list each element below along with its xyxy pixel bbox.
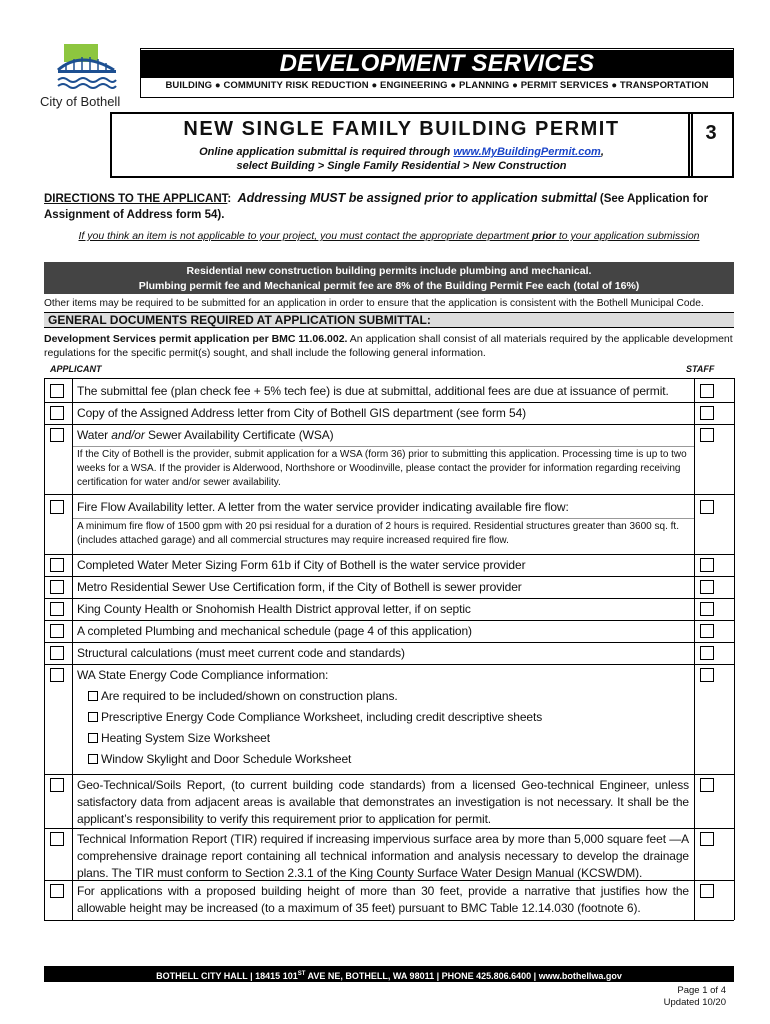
logo-text: City of Bothell: [40, 94, 121, 109]
column-rule: [72, 378, 73, 920]
staff-checkbox[interactable]: [700, 646, 714, 660]
staff-checkbox[interactable]: [700, 580, 714, 594]
checklist-item-text: Copy of the Assigned Address letter from City of Bothell GIS department (see form 54): [77, 406, 527, 420]
checklist-item-text: For applications with a proposed building height of more than 30 feet, provide a narrative that justifies how the allowable height may be increased (to a maximum of 35 feet) pursuant to BMC Table 12.14.030 (footnote 6).: [77, 884, 689, 915]
checklist-item-text: King County Health or Snohomish Health District approval letter, if on septic: [77, 602, 471, 616]
applicability-note: If you think an item is not applicable to your project, you must contact the appropriate department prior to your application submission: [78, 230, 700, 242]
applicant-checkbox[interactable]: [50, 668, 64, 682]
staff-checkbox[interactable]: [700, 500, 714, 514]
checklist-item-text: The submittal fee (plan check fee + 5% tech fee) is due at submittal, additional fees are due at issuance of permit.: [77, 384, 669, 398]
checklist-item-text: Completed Water Meter Sizing Form 61b if City of Bothell is the water service provider: [77, 558, 526, 572]
row-divider: [44, 576, 734, 577]
energy-subitem: Window Skylight and Door Schedule Worksheet: [88, 751, 351, 768]
other-items-note: Other items may be required to be submitted for an application in order to ensure that the application is consistent with the Bothell Municipal Code.: [44, 298, 704, 309]
row-divider: [44, 664, 734, 665]
applicant-checkbox[interactable]: [50, 384, 64, 398]
applicant-checkbox[interactable]: [50, 778, 64, 792]
directions-label: DIRECTIONS TO THE APPLICANT: [44, 193, 228, 205]
checklist-item-text: Metro Residential Sewer Use Certification form, if the City of Bothell is sewer provider: [77, 580, 522, 594]
page-number: Page 1 of 4: [677, 985, 726, 996]
row-divider: [44, 598, 734, 599]
general-documents-text: Development Services permit application per BMC 11.06.002. An application shall consist of all materials required by the applicable development regulations for the specific permit(s) sought, and shall include the following general information.: [44, 333, 733, 359]
row-divider: [44, 554, 734, 555]
row-divider: [44, 828, 734, 829]
row-divider: [44, 642, 734, 643]
column-rule: [44, 378, 45, 920]
staff-checkbox[interactable]: [700, 406, 714, 420]
applicant-column-label: APPLICANT: [50, 364, 102, 374]
applicant-checkbox[interactable]: [50, 580, 64, 594]
checklist-item-text: Geo-Technical/Soils Report, (to current building code standards) from a licensed Geo-technical Engineer, unless satisfactory data from adjacent areas is available that demonstrates an investigation is not necessary. It shall be the applicant’s responsibility to verify this requirement prior to application for permit.: [77, 778, 689, 826]
department-title: DEVELOPMENT SERVICES: [140, 50, 734, 78]
energy-subitem-checkbox[interactable]: [88, 733, 98, 743]
applicant-checkbox[interactable]: [50, 558, 64, 572]
row-divider: [44, 920, 734, 921]
applicant-checkbox[interactable]: [50, 406, 64, 420]
department-divisions: BUILDING ● COMMUNITY RISK REDUCTION ● ENGINEERING ● PLANNING ● PERMIT SERVICES ● TRANSPORTATION: [165, 80, 709, 91]
row-divider: [44, 402, 734, 403]
updated-date: Updated 10/20: [663, 997, 726, 1008]
checklist-item-detail: A minimum fire flow of 1500 gpm with 20 psi residual for a duration of 2 hours is required. Residential structures greater than 3600 sq. ft. (includes attached garage) and all commercial structures may require increased required fire flow.: [77, 521, 679, 546]
column-rule: [694, 378, 695, 920]
staff-checkbox[interactable]: [700, 884, 714, 898]
energy-subitem-checkbox[interactable]: [88, 712, 98, 722]
footer-bar: BOTHELL CITY HALL | 18415 101ST AVE NE, BOTHELL, WA 98011 | PHONE 425.806.6400 | www.bothellwa.gov: [44, 966, 734, 982]
energy-subitem: Heating System Size Worksheet: [88, 730, 270, 747]
energy-subitem: Prescriptive Energy Code Compliance Worksheet, including credit descriptive sheets: [88, 709, 542, 726]
staff-checkbox[interactable]: [700, 428, 714, 442]
staff-checkbox[interactable]: [700, 384, 714, 398]
checklist-item-text: Fire Flow Availability letter. A letter from the water service provider indicating available fire flow:: [77, 500, 569, 514]
detail-divider: [72, 518, 694, 519]
staff-checkbox[interactable]: [700, 778, 714, 792]
energy-subitem: Are required to be included/shown on construction plans.: [88, 688, 398, 705]
page-info: [600, 985, 726, 1009]
staff-checkbox[interactable]: [700, 602, 714, 616]
staff-column-label: STAFF: [686, 364, 715, 374]
energy-subitem-checkbox[interactable]: [88, 691, 98, 701]
checklist-item-text: Technical Information Report (TIR) required if increasing impervious surface area by more than 5,000 square feet —A comprehensive drainage report containing all technical information and analysis necessary to develop the drainage plans. The TIR must conform to Section 2.3.1 of the King County Surface Water Design Manual (KCSWDM).: [77, 832, 689, 880]
staff-checkbox[interactable]: [700, 624, 714, 638]
plumbing-mechanical-banner: Residential new construction building permits include plumbing and mechanical. Plumbing permit fee and Mechanical permit fee are 8% of the Building Permit Fee each (total of 16%): [44, 262, 734, 294]
checklist-item-text: A completed Plumbing and mechanical schedule (page 4 of this application): [77, 624, 472, 638]
energy-subitem-checkbox[interactable]: [88, 754, 98, 764]
applicant-checkbox[interactable]: [50, 646, 64, 660]
table-top-rule: [44, 378, 734, 379]
form-number: 3: [705, 122, 717, 144]
staff-checkbox[interactable]: [700, 558, 714, 572]
applicant-checkbox[interactable]: [50, 602, 64, 616]
applicant-checkbox[interactable]: [50, 624, 64, 638]
column-rule: [734, 378, 735, 920]
checklist-item-text: Water and/or Sewer Availability Certificate (WSA): [77, 428, 334, 442]
applicant-checkbox[interactable]: [50, 500, 64, 514]
form-title: NEW SINGLE FAMILY BUILDING PERMIT: [183, 118, 620, 140]
checklist-item-text: Structural calculations (must meet current code and standards): [77, 646, 405, 660]
row-divider: [44, 774, 734, 775]
checklist-item-text: WA State Energy Code Compliance information:: [77, 668, 329, 682]
mybuildingpermit-link[interactable]: www.MyBuildingPermit.com: [453, 146, 601, 158]
applicant-checkbox[interactable]: [50, 884, 64, 898]
applicant-checkbox[interactable]: [50, 428, 64, 442]
row-divider: [44, 424, 734, 425]
checklist-item-detail: If the City of Bothell is the provider, submit application for a WSA (form 36) prior to submitting this application. Processing time is up to two weeks for a WSA. If the provider is Alderwood, Northshore or Woodinville, please contact the provider for information regarding receiving certification for water and/or sewer availability.: [77, 449, 687, 488]
directions: DIRECTIONS TO THE APPLICANT: Addressing MUST be assigned prior to application submittal (See Application for Assignment of Address form 54).: [44, 191, 709, 221]
general-documents-heading: GENERAL DOCUMENTS REQUIRED AT APPLICATION SUBMITTAL:: [44, 312, 734, 328]
staff-checkbox[interactable]: [700, 668, 714, 682]
directions-emphasis: Addressing MUST be assigned prior to application submittal: [237, 191, 597, 205]
applicant-checkbox[interactable]: [50, 832, 64, 846]
row-divider: [44, 494, 734, 495]
detail-divider: [72, 446, 694, 447]
staff-checkbox[interactable]: [700, 832, 714, 846]
online-submittal-note: Online application submittal is required through www.MyBuildingPermit.com, select Building > Single Family Residential > New Construction: [199, 146, 604, 172]
row-divider: [44, 620, 734, 621]
